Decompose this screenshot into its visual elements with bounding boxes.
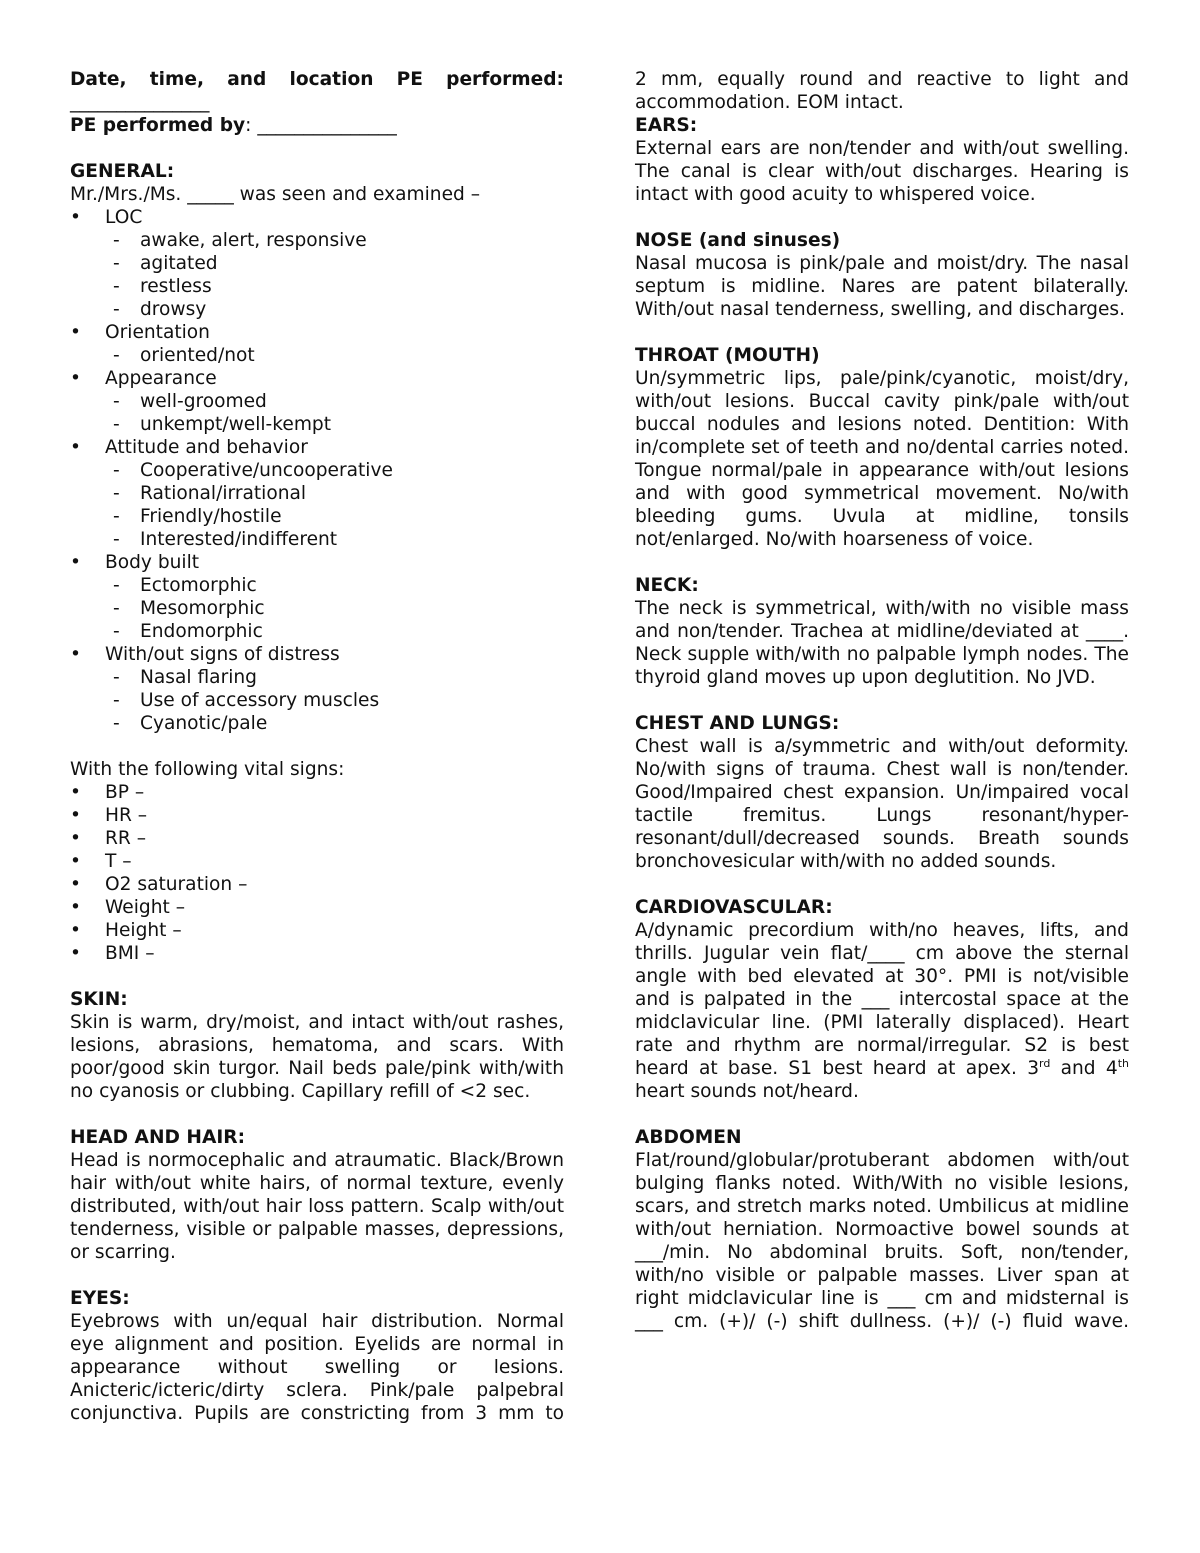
list-item: - Rational/irrational [105,482,564,505]
list-item: - Endomorphic [105,620,564,643]
eyes-heading: EYES: [70,1288,130,1309]
vitals-intro: With the following vital signs: [70,759,345,780]
date-time-location-label: Date, time, and location PE performed: [70,69,564,90]
eyes-text: Eyebrows with un/equal hair distribution. Normal eye alignment and position. Eyelids are normal in appearance without swelling or lesions. Anicteric/icteric/dirty sclera. Pink/pale palpebral conjunctiva. Pupils are constricting from 3 mm to [70,1311,564,1424]
list-item: - Nasal flaring [105,666,564,689]
list-item: • RR – [70,827,564,850]
loc-label: LOC [105,207,143,228]
abdomen-text: Flat/round/globular/protuberant abdomen with/out bulging flanks noted. With/With no visible lesions, scars, and stretch marks noted. Umbilicus at midline with/out herniation. Normoactive bowel sounds at ___/min. No abdominal bruits. Soft, non/tender, with/no visible or palpable masses. Liver span at right midclavicular line is ___ cm and midsternal is ___ cm. (+)/ (-) shift dullness. (+)/ (-) fluid wave. [635,1150,1129,1332]
list-item: • Height – [70,919,564,942]
general-intro: Mr./Mrs./Ms. _____ was seen and examined – [70,184,481,205]
list-item: - Mesomorphic [105,597,564,620]
ears-heading: EARS: [635,115,698,136]
list-item: - well-groomed [105,390,564,413]
abdomen-heading: ABDOMEN [635,1127,742,1148]
list-item: • BMI – [70,942,564,965]
chest-text: Chest wall is a/symmetric and with/out deformity. No/with signs of trauma. Chest wall is non/tender. Good/Impaired chest expansion. Un/impaired vocal tactile fremitus. Lungs resonant/hyper-resonant/dull/decreased sounds. Breath sounds bronchovesicular with/with no added sounds. [635,736,1129,872]
list-item: - Cyanotic/pale [105,712,564,735]
performed-by-colon: : [245,115,258,136]
list-item: - agitated [105,252,564,275]
list-item: - oriented/not [105,344,564,367]
list-item [70,551,564,643]
general-list [70,206,564,735]
body-built-label: Body built [105,552,200,573]
list-item [70,206,564,321]
list-item: • BP – [70,781,564,804]
list-item [70,367,564,436]
list-item [70,321,564,367]
throat-heading: THROAT (MOUTH) [635,345,820,366]
distress-label: With/out signs of distress [105,644,340,665]
list-item: - Cooperative/uncooperative [105,459,564,482]
list-item: • O2 saturation – [70,873,564,896]
cardio-text [635,919,1129,1103]
list-item: - Ectomorphic [105,574,564,597]
cardio-text-a: A/dynamic precordium with/no heaves, lifts, and thrills. Jugular vein flat/____ cm above the sternal angle with bed elevated at 30°. PMI is not/visible and is palpated in the ___ intercostal space at the midclavicular line. (PMI laterally displaced). Heart rate and rhythm are normal/irregular. S2 is best heard at base. S1 best heard at apex. 3 [635,920,1129,1079]
performed-by-line [70,114,564,137]
appearance-label: Appearance [105,368,217,389]
list-item: - Friendly/hostile [105,505,564,528]
date-time-location-blank: _______________ [70,92,210,113]
list-item [70,436,564,551]
neck-text: The neck is symmetrical, with/with no visible mass and non/tender. Trachea at midline/deviated at ____. Neck supple with/with no palpable lymph nodes. The thyroid gland moves up upon deglutition. No JVD. [635,598,1129,688]
right-column [635,68,1129,1333]
list-item [70,643,564,735]
nose-text: Nasal mucosa is pink/pale and moist/dry. The nasal septum is midline. Nares are patent bilaterally. With/out nasal tenderness, swelling, and discharges. [635,253,1129,320]
list-item: • Weight – [70,896,564,919]
eyes-text-continued: 2 mm, equally round and reactive to light and accommodation. EOM intact. [635,69,1129,113]
chest-heading: CHEST AND LUNGS: [635,713,840,734]
skin-heading: SKIN: [70,989,128,1010]
performed-by-label: PE performed by [70,115,246,136]
cardio-heading: CARDIOVASCULAR: [635,897,833,918]
list-item: - Use of accessory muscles [105,689,564,712]
general-heading: GENERAL: [70,161,175,182]
cardio-sup-th: th [1117,1056,1129,1070]
cardio-text-b: and 4 [1050,1058,1118,1079]
list-item: - Interested/indifferent [105,528,564,551]
ears-text: External ears are non/tender and with/out swelling. The canal is clear with/out discharges. Hearing is intact with good acuity to whispered voice. [635,138,1129,205]
nose-heading: NOSE (and sinuses) [635,230,841,251]
list-item: - restless [105,275,564,298]
orientation-label: Orientation [105,322,210,343]
head-text: Head is normocephalic and atraumatic. Black/Brown hair with/out white hairs, of normal texture, evenly distributed, with/out hair loss pattern. Scalp with/out tenderness, visible or palpable masses, depressions, or scarring. [70,1150,564,1263]
attitude-label: Attitude and behavior [105,437,308,458]
skin-text: Skin is warm, dry/moist, and intact with/out rashes, lesions, abrasions, hematoma, and scars. With poor/good skin turgor. Nail beds pale/pink with/with no cyanosis or clubbing. Capillary refill of <2 sec. [70,1012,564,1102]
list-item: - drowsy [105,298,564,321]
list-item: - unkempt/well-kempt [105,413,564,436]
neck-heading: NECK: [635,575,699,596]
cardio-sup-rd: rd [1039,1056,1051,1070]
left-column [70,68,564,1425]
performed-by-blank: _______________ [257,115,397,136]
throat-text: Un/symmetric lips, pale/pink/cyanotic, moist/dry, with/out lesions. Buccal cavity pink/pale with/out buccal nodules and lesions noted. Dentition: With in/complete set of teeth and no/dental carries noted. Tongue normal/pale in appearance with/out lesions and with good symmetrical movement. No/with bleeding gums. Uvula at midline, tonsils not/enlarged. No/with hoarseness of voice. [635,368,1129,550]
vitals-list [70,781,564,965]
list-item: • HR – [70,804,564,827]
list-item: - awake, alert, responsive [105,229,564,252]
cardio-text-c: heart sounds not/heard. [635,1081,859,1102]
list-item: • T – [70,850,564,873]
head-heading: HEAD AND HAIR: [70,1127,246,1148]
